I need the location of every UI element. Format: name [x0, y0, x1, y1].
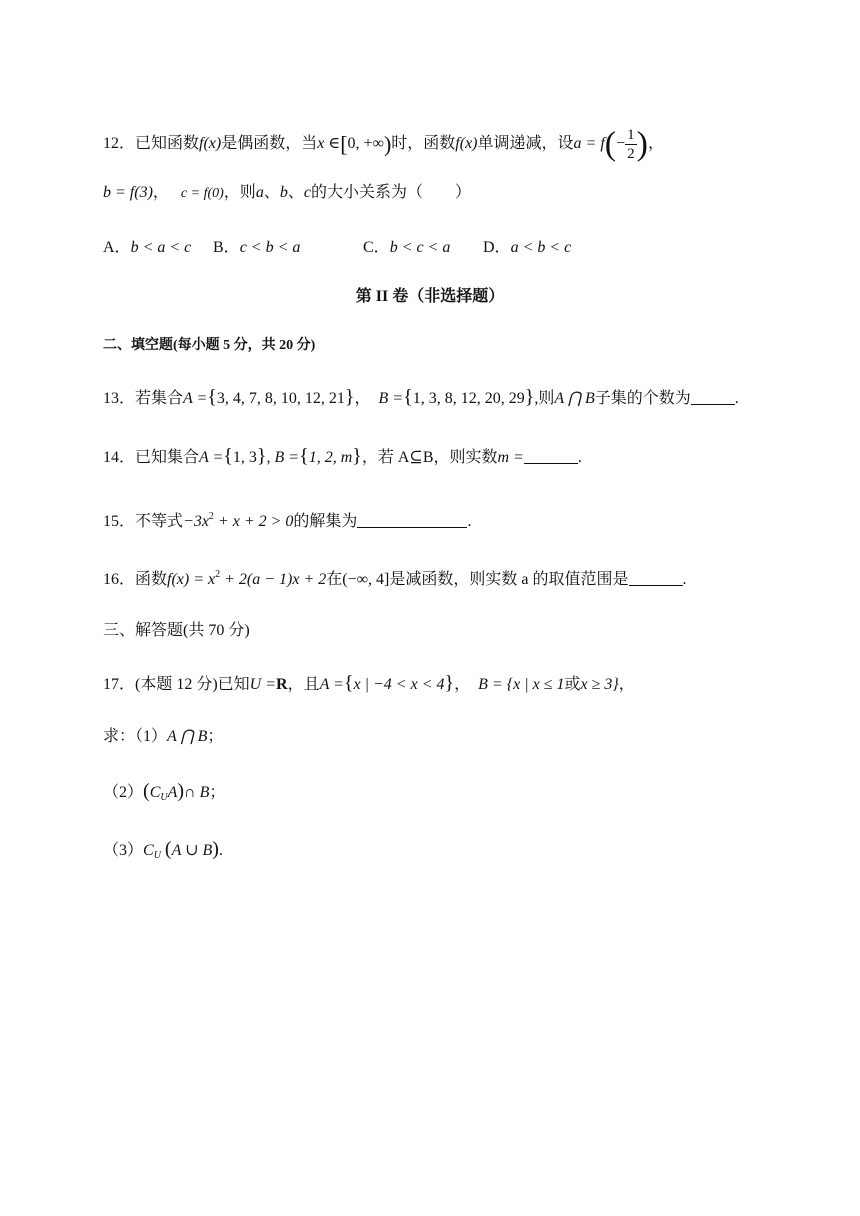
q15-suffix: 的解集为: [293, 513, 358, 530]
q12-question: 的大小关系为（ ）: [310, 184, 471, 201]
solve-section-heading: 三、解答题(共 70 分): [103, 622, 250, 639]
q17-p3-paren-right: ): [212, 838, 219, 860]
q12-options: [103, 238, 571, 258]
q17-p2-paren-left: (: [143, 780, 150, 802]
q14-b-brace-left: {: [299, 445, 309, 467]
q12-frac-num: 1: [627, 127, 635, 143]
q13-b-eq: B =: [378, 390, 404, 407]
q15-answer-blank[interactable]: [357, 513, 467, 528]
q15-expr-a: −3x: [183, 513, 209, 530]
q17-a-brace-right: }: [444, 672, 455, 694]
q17-p3-union: A ∪ B: [171, 842, 213, 859]
q14-a-brace-left: {: [223, 445, 233, 467]
q17-p2-rest: ∩ B: [184, 784, 210, 801]
q12-var-b: b: [279, 184, 288, 201]
q17-a-set: x | −4 < x < 4: [353, 676, 445, 693]
q17-line1: [103, 673, 635, 695]
q17-sep: ，: [454, 676, 471, 693]
q12-line2: [103, 183, 471, 204]
q12-big-paren-right: ): [636, 125, 648, 163]
q17-a-eq: A =: [319, 676, 344, 693]
q12-comma2: ，: [152, 184, 169, 201]
q14-end: .: [577, 449, 582, 466]
q17-p2-a: A: [167, 784, 178, 801]
q17-b-def2: x ≥ 3}: [580, 676, 619, 693]
q12-fx2: f(x): [455, 135, 478, 153]
q12-sep2: 、: [287, 184, 304, 201]
q17-p3-label: （3）: [103, 842, 144, 859]
q16-answer-blank[interactable]: [629, 571, 683, 586]
q16-prefix: 16．函数: [103, 571, 168, 588]
q13-sep: ，: [354, 390, 371, 407]
q16: [103, 565, 687, 590]
q12-option-d: D．a < b < c: [483, 239, 572, 256]
q14-a-eq: A =: [199, 449, 224, 466]
q12-a-eq: a = f: [573, 135, 605, 153]
q12-fx: f(x): [199, 135, 222, 153]
q14-a-brace-right: }: [256, 445, 267, 467]
q16-expr-b: + 2(a − 1)x + 2: [220, 571, 327, 588]
q13-answer-blank[interactable]: [691, 390, 735, 405]
q17-p3-paren-left: (: [164, 838, 172, 860]
q12-big-paren-left: (: [604, 125, 617, 163]
q12-b-def: b = f(3): [103, 184, 153, 201]
q12-neg: −: [616, 135, 626, 153]
q12-text2: 是偶函数，当: [221, 135, 318, 153]
q17-p2-label: （2）: [103, 784, 144, 801]
q13-a-set: 3, 4, 7, 8, 10, 12, 21: [216, 390, 345, 407]
q16-expr-a: f(x) = x: [167, 571, 216, 588]
q17-p2-paren-right: ): [177, 780, 185, 802]
q14-answer-blank[interactable]: [524, 449, 578, 464]
q15-sup: 2: [208, 511, 214, 522]
q14-a-set: 1, 3: [232, 449, 257, 466]
q17-a-brace-left: {: [343, 672, 354, 694]
q12-var-c: c: [303, 184, 311, 201]
q17-p2-sub-u: U: [160, 792, 168, 803]
q12-text: 12．已知函数: [103, 135, 200, 153]
fill-section-heading: 二、填空题(每小题 5 分，共 20 分): [103, 338, 316, 353]
q17-part2: [103, 781, 225, 808]
q17-p2-complement: C: [149, 784, 161, 801]
q13-a-brace-left: {: [207, 386, 217, 408]
q15-expr-b: + x + 2 > 0: [213, 513, 294, 530]
q12-then: ，则: [223, 184, 256, 201]
q14-mid: ，若 A⊆B，则实数: [361, 449, 498, 466]
q13-b-set: 1, 3, 8, 12, 20, 29: [412, 390, 525, 407]
q17-period: .: [218, 842, 223, 859]
q14-m-eq: m =: [497, 449, 524, 466]
q12-option-a: A．b < a < c: [103, 239, 192, 256]
q12-option-c: C．b < c < a: [363, 239, 451, 256]
q17-real-set: R: [276, 676, 288, 693]
q17-p1-expr: A ⋂ B: [167, 728, 208, 745]
q13-b-brace-left: {: [403, 386, 413, 408]
part2-title: 第 II 卷（非选择题）: [355, 288, 505, 305]
q12-frac-den: 2: [627, 146, 635, 162]
q14-prefix: 14．已知集合: [103, 449, 200, 466]
q13-end: .: [734, 390, 739, 407]
q13-b-brace-right: }: [524, 386, 535, 408]
q13-suffix: 子集的个数为: [594, 390, 691, 407]
q13-a-brace-right: }: [344, 386, 355, 408]
q14-b-brace-right: }: [352, 445, 362, 467]
q15: [103, 507, 471, 532]
q13-prefix: 13．若集合: [103, 390, 184, 407]
q12-x-in: x ∈: [317, 135, 341, 153]
q16-interval: (−∞, 4]: [342, 571, 390, 588]
q16-suffix: 是减函数，则实数 a 的取值范围是: [389, 571, 629, 588]
q12-text3: 时，函数: [391, 135, 456, 153]
q16-end: .: [682, 571, 687, 588]
q12-bracket-left: [: [340, 131, 348, 157]
q17-semi1: ；: [207, 728, 224, 745]
q16-in: 在: [326, 571, 343, 588]
q12-interval: 0, +∞: [347, 135, 384, 153]
q17-and: ，且: [287, 676, 320, 693]
q12-fraction: [625, 126, 637, 163]
q12-paren-right: ): [383, 131, 392, 157]
q17-part3: [103, 839, 223, 866]
q17-semi2: ；: [209, 784, 226, 801]
q14: [103, 446, 582, 468]
q17-part1: [103, 727, 223, 747]
q13: [103, 387, 739, 409]
q15-prefix: 15．不等式: [103, 513, 184, 530]
q13-intersection: A ⋂ B: [554, 390, 595, 407]
q14-b-eq: , B =: [266, 449, 300, 466]
q12-text4: 单调递减，设: [477, 135, 574, 153]
q12-comma: ，: [647, 135, 664, 153]
q16-sup: 2: [215, 569, 221, 580]
q13-mid: ,则: [534, 390, 555, 407]
q17-u-eq: U =: [249, 676, 277, 693]
q17-prefix: 17．(本题 12 分)已知: [103, 676, 250, 693]
q14-b-set: 1, 2, m: [308, 449, 353, 466]
q17-b-def: B = {x | x ≤ 1: [478, 676, 565, 693]
q17-ask: 求：（1）: [103, 728, 168, 745]
q17-p3-sub-u: U: [153, 850, 161, 861]
q12-c-def: c = f(0): [180, 186, 224, 201]
q17-p3-complement: C: [143, 842, 154, 859]
q12-line1: [103, 126, 664, 163]
q17-end: ，: [618, 676, 635, 693]
q13-a-eq: A =: [183, 390, 208, 407]
q17-or: 或: [564, 676, 581, 693]
q12-sep: 、: [263, 184, 280, 201]
q12-var-a: a: [255, 184, 264, 201]
q15-end: .: [467, 513, 472, 530]
q12-option-b: B．c < b < a: [213, 239, 301, 256]
